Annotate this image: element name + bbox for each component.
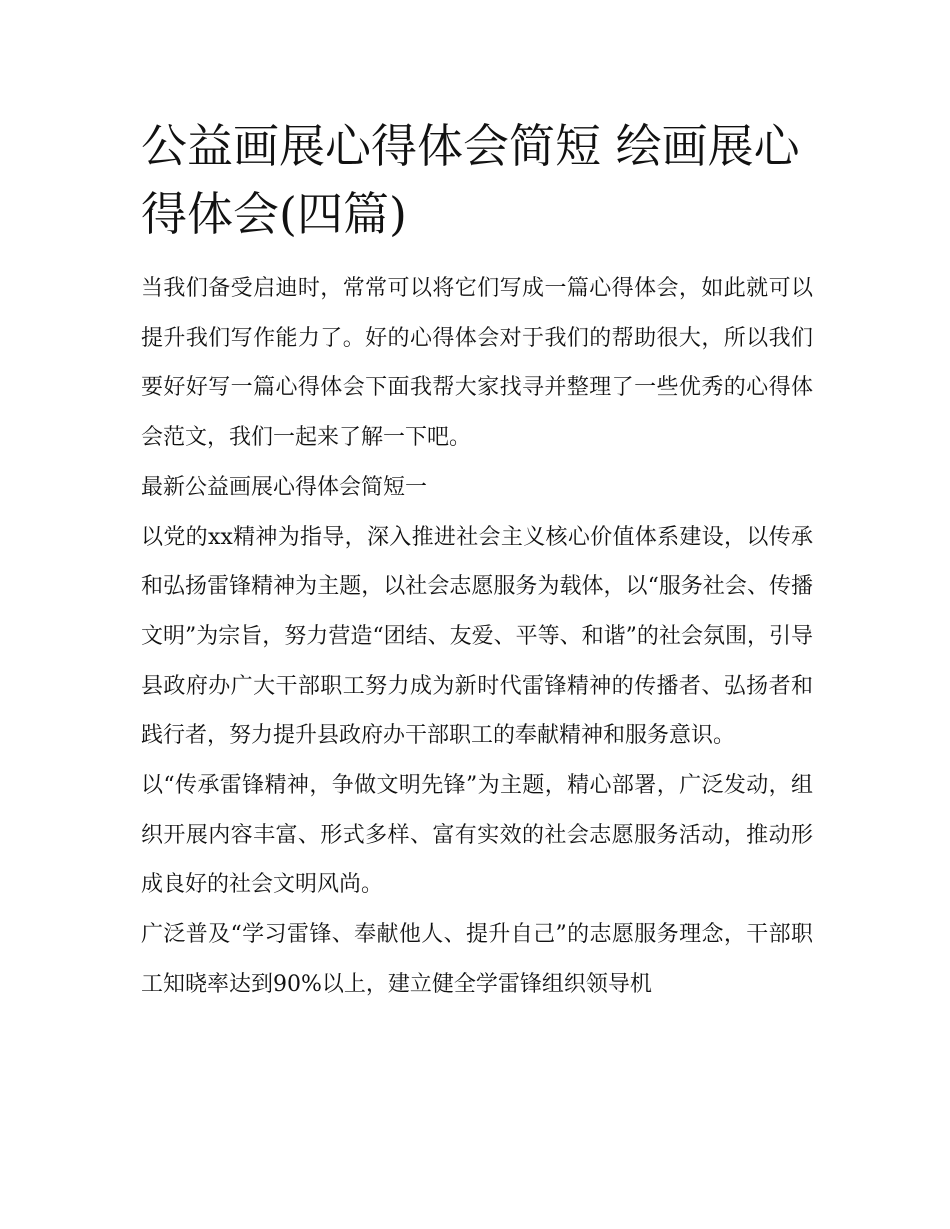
body-paragraph: 以“传承雷锋精神，争做文明先锋”为主题，精心部署，广泛发动，组织开展内容丰富、形式多样、富有实效的社会志愿服务活动，推动形成良好的社会文明风尚。: [141, 773, 813, 898]
document-body: [141, 264, 813, 1010]
intro-paragraph: 当我们备受启迪时，常常可以将它们写成一篇心得体会，如此就可以提升我们写作能力了。好的心得体会对于我们的帮助很大，所以我们要好好写一篇心得体会下面我帮大家找寻并整理了一些优秀的心得体会范文，我们一起来了解一下吧。: [141, 276, 813, 451]
body-paragraph: 以党的xx精神为指导，深入推进社会主义核心价值体系建设，以传承和弘扬雷锋精神为主题，以社会志愿服务为载体，以“服务社会、传播文明”为宗旨，努力营造“团结、友爱、平等、和谐”的社会氛围，引导县政府办广大干部职工努力成为新时代雷锋精神的传播者、弘扬者和践行者，努力提升县政府办干部职工的奉献精神和服务意识。: [141, 524, 813, 749]
document-content: [141, 112, 813, 1010]
document-title: 公益画展心得体会简短 绘画展心得体会(四篇): [141, 119, 800, 241]
body-paragraph: 广泛普及“学习雷锋、奉献他人、提升自己”的志愿服务理念，干部职工知晓率达到90%以上，建立健全学雷锋组织领导机: [141, 922, 813, 997]
section-heading: 最新公益画展心得体会简短一: [141, 474, 428, 500]
